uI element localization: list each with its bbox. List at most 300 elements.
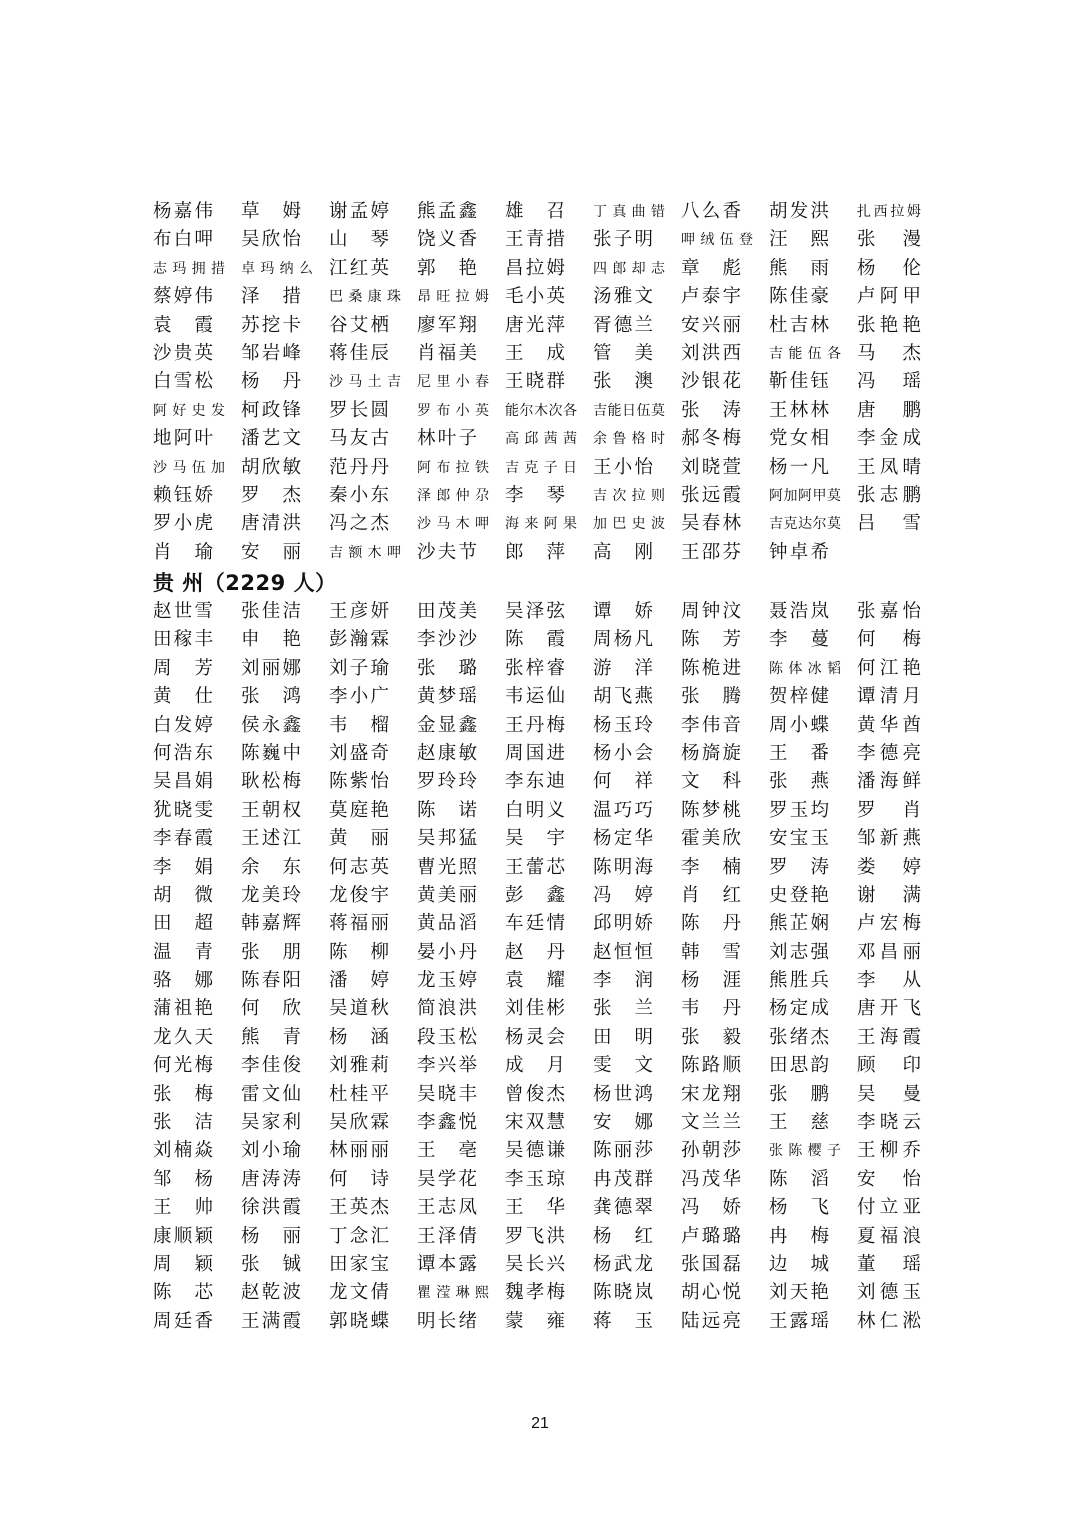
name-row <box>153 226 933 254</box>
name-cell: 潘 婷 <box>329 970 389 992</box>
name-cell: 彭 鑫 <box>505 884 565 906</box>
name-cell: 刘德玉 <box>857 1282 921 1304</box>
name-cell: 耿松梅 <box>241 771 301 793</box>
name-cell: 吴 宇 <box>505 828 565 850</box>
name-cell: 熊 雨 <box>769 257 829 279</box>
name-cell: 刘志强 <box>769 941 829 963</box>
name-cell: 陈桅进 <box>681 657 741 679</box>
name-cell: 毛小英 <box>505 286 565 308</box>
name-cell: 黄品滔 <box>417 913 477 935</box>
name-cell: 王 亳 <box>417 1140 477 1162</box>
name-cell: 周国进 <box>505 742 565 764</box>
name-cell: 扎西拉姆 <box>857 204 921 220</box>
name-cell: 谷艾栖 <box>329 314 389 336</box>
name-cell: 何志英 <box>329 856 389 878</box>
name-cell: 刘子瑜 <box>329 657 389 679</box>
name-cell: 范丹丹 <box>329 456 389 478</box>
name-cell: 王林林 <box>769 399 829 421</box>
name-cell: 熊芷娴 <box>769 913 829 935</box>
name-cell: 瞿滢琳熙 <box>417 1285 489 1302</box>
name-cell: 呷绒伍登 <box>681 232 753 249</box>
name-row <box>153 340 933 368</box>
name-cell: 王蕾芯 <box>505 856 565 878</box>
name-cell: 马 杰 <box>857 342 921 364</box>
name-cell: 泽郎仲尕 <box>417 487 489 504</box>
name-row <box>153 1081 933 1109</box>
name-cell: 吉克达尔莫 <box>769 516 841 533</box>
name-cell: 杜吉林 <box>769 314 829 336</box>
name-cell: 宋龙翔 <box>681 1083 741 1105</box>
name-cell: 段玉松 <box>417 1026 477 1048</box>
name-cell: 张 澳 <box>593 371 653 393</box>
name-cell: 吉额木呷 <box>329 544 401 561</box>
name-cell: 罗 肖 <box>857 799 921 821</box>
section-heading-guizhou: 贵 州（2229 人） <box>153 571 337 595</box>
name-cell: 袁 霞 <box>153 314 213 336</box>
name-cell: 霍美欣 <box>681 828 741 850</box>
name-cell: 王柳乔 <box>857 1140 921 1162</box>
name-cell: 陈 霞 <box>505 629 565 651</box>
name-cell: 冯 婷 <box>593 884 653 906</box>
name-cell: 张子明 <box>593 229 653 251</box>
name-cell: 管 美 <box>593 342 653 364</box>
name-cell: 贺梓健 <box>769 686 829 708</box>
name-cell: 陈晓岚 <box>593 1282 653 1304</box>
name-cell: 犹晓雯 <box>153 799 213 821</box>
name-cell: 董 瑶 <box>857 1253 921 1275</box>
name-cell: 李 楠 <box>681 856 741 878</box>
name-cell: 黄美丽 <box>417 884 477 906</box>
name-cell: 四郎却志 <box>593 260 665 277</box>
name-cell: 高邱茜茜 <box>505 431 577 448</box>
name-cell: 赵康敏 <box>417 742 477 764</box>
name-cell: 李 娟 <box>153 856 213 878</box>
name-cell: 陈明海 <box>593 856 653 878</box>
name-cell: 潘艺文 <box>241 428 301 450</box>
name-cell: 张绪杰 <box>769 1026 829 1048</box>
name-row <box>153 626 933 654</box>
name-cell: 杨 红 <box>593 1225 653 1247</box>
name-row <box>153 712 933 740</box>
name-cell: 谭 娇 <box>593 601 653 622</box>
name-cell: 刘小瑜 <box>241 1140 301 1162</box>
name-cell: 地阿叶 <box>153 428 213 450</box>
name-cell: 章 彪 <box>681 257 741 279</box>
page-number: 21 <box>531 1415 549 1432</box>
name-cell: 晏小丹 <box>417 941 477 963</box>
name-cell: 唐光萍 <box>505 314 565 336</box>
name-cell: 八么香 <box>681 201 741 222</box>
name-cell: 李兴举 <box>417 1055 477 1077</box>
name-cell: 邓昌丽 <box>857 941 921 963</box>
name-row <box>153 854 933 882</box>
name-cell: 魏孝梅 <box>505 1282 565 1304</box>
name-cell: 安兴丽 <box>681 314 741 336</box>
name-row <box>153 967 933 995</box>
name-cell: 刘洪西 <box>681 342 741 364</box>
name-cell: 蒙 雍 <box>505 1310 565 1332</box>
name-cell: 简浪洪 <box>417 998 477 1020</box>
name-cell: 王 帅 <box>153 1197 213 1219</box>
name-cell: 刘佳彬 <box>505 998 565 1020</box>
name-cell: 李玉琼 <box>505 1168 565 1190</box>
name-cell: 陈路顺 <box>681 1055 741 1077</box>
name-row <box>153 1109 933 1137</box>
name-cell: 金显鑫 <box>417 714 477 736</box>
name-row <box>153 740 933 768</box>
name-cell: 李沙沙 <box>417 629 477 651</box>
name-row <box>153 397 933 425</box>
name-cell: 王海霞 <box>857 1026 921 1048</box>
name-cell: 林叶子 <box>417 428 477 450</box>
name-cell: 吴欣霖 <box>329 1112 389 1134</box>
name-cell: 李伟音 <box>681 714 741 736</box>
name-row <box>153 939 933 967</box>
name-cell: 张 朋 <box>241 941 301 963</box>
name-cell: 肖 瑜 <box>153 541 213 563</box>
name-cell: 吴学花 <box>417 1168 477 1190</box>
name-row <box>153 539 933 567</box>
name-cell: 谢 满 <box>857 884 921 906</box>
name-cell: 肖福美 <box>417 342 477 364</box>
name-cell: 杨嘉伟 <box>153 201 213 222</box>
name-cell: 尼里小春 <box>417 374 489 391</box>
name-cell: 昂旺拉姆 <box>417 289 489 306</box>
name-row <box>153 683 933 711</box>
name-row <box>153 1308 933 1336</box>
name-cell: 张 鸿 <box>241 686 301 708</box>
name-row <box>153 825 933 853</box>
name-cell: 冉 梅 <box>769 1225 829 1247</box>
name-cell: 成 月 <box>505 1055 565 1077</box>
name-cell: 杨定成 <box>769 998 829 1020</box>
name-row <box>153 1137 933 1165</box>
name-row <box>153 255 933 283</box>
name-cell: 王 华 <box>505 1197 565 1219</box>
name-cell: 王 慈 <box>769 1112 829 1134</box>
name-cell: 王彦妍 <box>329 601 389 622</box>
name-cell: 巴桑康珠 <box>329 289 401 306</box>
name-cell: 郎 萍 <box>505 541 565 563</box>
name-cell: 韦 丹 <box>681 998 741 1020</box>
name-cell: 安 丽 <box>241 541 301 563</box>
name-cell: 唐清洪 <box>241 513 301 535</box>
name-cell: 汪 熙 <box>769 229 829 251</box>
name-cell: 田思韵 <box>769 1055 829 1077</box>
name-cell: 安宝玉 <box>769 828 829 850</box>
name-cell: 吴 曼 <box>857 1083 921 1105</box>
name-cell: 吴昌娟 <box>153 771 213 793</box>
name-cell: 王青措 <box>505 229 565 251</box>
name-cell: 胥德兰 <box>593 314 653 336</box>
name-cell: 陈巍中 <box>241 742 301 764</box>
name-row <box>153 797 933 825</box>
name-cell: 张 兰 <box>593 998 653 1020</box>
name-cell: 汤雅文 <box>593 286 653 308</box>
name-row <box>153 910 933 938</box>
name-cell: 杨一凡 <box>769 456 829 478</box>
name-row <box>153 1166 933 1194</box>
name-cell: 沙马土吉 <box>329 374 401 391</box>
name-cell: 车廷情 <box>505 913 565 935</box>
name-cell: 丁真曲错 <box>593 204 665 220</box>
name-cell: 靳佳钰 <box>769 371 829 393</box>
name-cell: 张陈樱子 <box>769 1143 841 1160</box>
name-cell: 潘海鲜 <box>857 771 921 793</box>
name-cell: 李金成 <box>857 428 921 450</box>
name-cell: 冯之杰 <box>329 513 389 535</box>
name-cell: 龙美玲 <box>241 884 301 906</box>
name-cell: 康顺颖 <box>153 1225 213 1247</box>
name-cell: 阿布拉铁 <box>417 459 489 476</box>
name-cell: 周杨凡 <box>593 629 653 651</box>
name-cell: 刘丽娜 <box>241 657 301 679</box>
name-cell: 杨武龙 <box>593 1253 653 1275</box>
name-cell: 张 漫 <box>857 229 921 251</box>
name-cell: 冯 瑶 <box>857 371 921 393</box>
name-cell: 文 科 <box>681 771 741 793</box>
name-cell: 白雪松 <box>153 371 213 393</box>
name-cell: 陈 滔 <box>769 1168 829 1190</box>
name-cell: 马友古 <box>329 428 389 450</box>
name-cell: 龙俊宇 <box>329 884 389 906</box>
name-row <box>153 425 933 453</box>
name-cell: 胡 微 <box>153 884 213 906</box>
name-cell: 陈梦桃 <box>681 799 741 821</box>
name-cell: 卢宏梅 <box>857 913 921 935</box>
name-cell: 冯 娇 <box>681 1197 741 1219</box>
name-cell: 赖钰娇 <box>153 484 213 506</box>
name-cell: 邹新燕 <box>857 828 921 850</box>
name-cell: 张 腾 <box>681 686 741 708</box>
name-row <box>153 510 933 538</box>
name-cell: 王晓群 <box>505 371 565 393</box>
name-cell: 唐开飞 <box>857 998 921 1020</box>
name-cell: 何 诗 <box>329 1168 389 1190</box>
name-row <box>153 995 933 1023</box>
name-cell: 龙文倩 <box>329 1282 389 1304</box>
name-cell: 张梓睿 <box>505 657 565 679</box>
name-cell: 张 鹏 <box>769 1083 829 1105</box>
name-cell: 陈紫怡 <box>329 771 389 793</box>
name-cell: 安 怡 <box>857 1168 921 1190</box>
name-cell: 周钟汶 <box>681 601 741 622</box>
name-cell: 陆远亮 <box>681 1310 741 1332</box>
name-cell: 田茂美 <box>417 601 477 622</box>
name-cell: 吉次拉则 <box>593 487 665 504</box>
name-cell: 沙马木呷 <box>417 516 489 533</box>
name-cell: 黄梦瑶 <box>417 686 477 708</box>
name-cell: 饶义香 <box>417 229 477 251</box>
name-cell: 李 蔓 <box>769 629 829 651</box>
name-cell: 能尔木次各 <box>505 402 577 419</box>
name-cell: 张 涛 <box>681 399 741 421</box>
name-cell: 李小广 <box>329 686 389 708</box>
name-cell: 韦 榴 <box>329 714 389 736</box>
name-cell: 黄 仕 <box>153 686 213 708</box>
name-cell: 龙久天 <box>153 1026 213 1048</box>
name-cell: 韦运仙 <box>505 686 565 708</box>
name-cell: 刘盛奇 <box>329 742 389 764</box>
name-cell: 娄 婷 <box>857 856 921 878</box>
name-cell: 罗小虎 <box>153 513 213 535</box>
name-cell: 邱明娇 <box>593 913 653 935</box>
name-row <box>153 1024 933 1052</box>
name-cell: 加巴史波 <box>593 516 665 533</box>
name-cell: 张志鹏 <box>857 484 921 506</box>
name-cell: 王丹梅 <box>505 714 565 736</box>
name-cell: 王英杰 <box>329 1197 389 1219</box>
name-cell: 郭晓蝶 <box>329 1310 389 1332</box>
name-cell: 莫庭艳 <box>329 799 389 821</box>
name-cell: 钟卓希 <box>769 541 829 563</box>
name-cell: 何 欣 <box>241 998 301 1020</box>
name-cell: 卓玛纳么 <box>241 260 313 277</box>
name-cell: 赵恒恒 <box>593 941 653 963</box>
name-cell: 阿好史发 <box>153 402 225 419</box>
name-row <box>153 598 933 626</box>
name-row <box>153 1052 933 1080</box>
name-cell: 吉能伍各 <box>769 345 841 362</box>
name-cell: 陈春阳 <box>241 970 301 992</box>
name-cell: 田 明 <box>593 1026 653 1048</box>
name-cell: 吴家利 <box>241 1112 301 1134</box>
name-cell: 吴春林 <box>681 513 741 535</box>
name-cell: 周 颖 <box>153 1253 213 1275</box>
name-cell: 刘晓萱 <box>681 456 741 478</box>
name-row <box>153 768 933 796</box>
name-cell: 王朝权 <box>241 799 301 821</box>
name-cell: 谭清月 <box>857 686 921 708</box>
name-cell: 何 梅 <box>857 629 921 651</box>
name-cell: 卢阿甲 <box>857 286 921 308</box>
name-cell: 胡飞燕 <box>593 686 653 708</box>
name-cell: 李 润 <box>593 970 653 992</box>
name-cell: 杨世鸿 <box>593 1083 653 1105</box>
name-row <box>153 882 933 910</box>
name-cell: 吴欣怡 <box>241 229 301 251</box>
name-cell: 罗布小英 <box>417 402 489 419</box>
name-cell: 沙贵英 <box>153 342 213 364</box>
name-cell: 阿加阿甲莫 <box>769 487 841 504</box>
name-cell: 何 祥 <box>593 771 653 793</box>
name-cell: 秦小东 <box>329 484 389 506</box>
name-cell: 张艳艳 <box>857 314 921 336</box>
name-cell: 吴德谦 <box>505 1140 565 1162</box>
name-cell: 郭 艳 <box>417 257 477 279</box>
name-cell: 丁念汇 <box>329 1225 389 1247</box>
name-cell: 田稼丰 <box>153 629 213 651</box>
name-cell: 林仁淞 <box>857 1310 921 1332</box>
name-cell: 邹岩峰 <box>241 342 301 364</box>
name-cell: 田 超 <box>153 913 213 935</box>
name-cell: 陈 诺 <box>417 799 477 821</box>
name-cell: 肖 红 <box>681 884 741 906</box>
name-cell: 吴泽弦 <box>505 601 565 622</box>
name-cell: 唐涛涛 <box>241 1168 301 1190</box>
name-cell: 李德亮 <box>857 742 921 764</box>
name-cell: 罗玉均 <box>769 799 829 821</box>
name-cell: 沙夫节 <box>417 541 477 563</box>
name-cell: 罗飞洪 <box>505 1225 565 1247</box>
name-cell: 杨 伦 <box>857 257 921 279</box>
name-cell: 刘雅莉 <box>329 1055 389 1077</box>
name-cell: 王小怡 <box>593 456 653 478</box>
name-list-continued <box>153 198 933 567</box>
name-cell: 张 燕 <box>769 771 829 793</box>
name-cell: 袁 耀 <box>505 970 565 992</box>
name-cell: 廖军翔 <box>417 314 477 336</box>
name-cell: 田家宝 <box>329 1253 389 1275</box>
name-cell: 顾 印 <box>857 1055 921 1077</box>
name-cell: 王露瑶 <box>769 1310 829 1332</box>
name-row <box>153 1194 933 1222</box>
name-cell: 何光梅 <box>153 1055 213 1077</box>
name-row <box>153 368 933 396</box>
name-cell: 杨 丹 <box>241 371 301 393</box>
name-cell: 余鲁格时 <box>593 431 665 448</box>
name-cell: 余 东 <box>241 856 301 878</box>
name-cell: 罗 涛 <box>769 856 829 878</box>
name-cell: 文兰兰 <box>681 1112 741 1134</box>
name-row <box>153 283 933 311</box>
name-cell: 曾俊杰 <box>505 1083 565 1105</box>
name-cell: 侯永鑫 <box>241 714 301 736</box>
name-cell: 夏福浪 <box>857 1225 921 1247</box>
name-cell: 彭瀚霖 <box>329 629 389 651</box>
name-cell: 王泽倩 <box>417 1225 477 1247</box>
name-cell: 蒋佳辰 <box>329 342 389 364</box>
name-cell: 张国磊 <box>681 1253 741 1275</box>
name-cell: 柯政锋 <box>241 399 301 421</box>
name-cell: 郝冬梅 <box>681 428 741 450</box>
name-cell: 刘天艳 <box>769 1282 829 1304</box>
name-cell: 杨 丽 <box>241 1225 301 1247</box>
name-cell <box>857 539 921 567</box>
name-cell: 熊 青 <box>241 1026 301 1048</box>
name-cell: 沙银花 <box>681 371 741 393</box>
name-cell: 骆 娜 <box>153 970 213 992</box>
name-cell: 邹 杨 <box>153 1168 213 1190</box>
name-cell: 吉能日伍莫 <box>593 402 665 419</box>
name-cell: 草 姆 <box>241 201 301 222</box>
name-cell: 唐 鹏 <box>857 399 921 421</box>
name-cell: 高 刚 <box>593 541 653 563</box>
name-cell: 李佳俊 <box>241 1055 301 1077</box>
name-cell: 何浩东 <box>153 742 213 764</box>
name-cell: 杜桂平 <box>329 1083 389 1105</box>
name-cell: 罗长圆 <box>329 399 389 421</box>
name-cell: 陈 柳 <box>329 941 389 963</box>
name-cell: 陈 芳 <box>681 629 741 651</box>
name-cell: 宋双慧 <box>505 1112 565 1134</box>
name-cell: 卢璐璐 <box>681 1225 741 1247</box>
name-cell: 陈丽莎 <box>593 1140 653 1162</box>
name-cell: 李鑫悦 <box>417 1112 477 1134</box>
name-cell: 吴道秋 <box>329 998 389 1020</box>
name-cell: 王志凤 <box>417 1197 477 1219</box>
name-cell: 王 成 <box>505 342 565 364</box>
name-cell: 志玛拥措 <box>153 260 225 277</box>
name-cell: 昌拉姆 <box>505 257 565 279</box>
name-cell: 胡心悦 <box>681 1282 741 1304</box>
name-cell: 蒲祖艳 <box>153 998 213 1020</box>
name-cell: 温 青 <box>153 941 213 963</box>
name-cell: 史登艳 <box>769 884 829 906</box>
name-cell: 龚德翠 <box>593 1197 653 1219</box>
name-cell: 胡欣敏 <box>241 456 301 478</box>
name-cell: 杨旖旋 <box>681 742 741 764</box>
